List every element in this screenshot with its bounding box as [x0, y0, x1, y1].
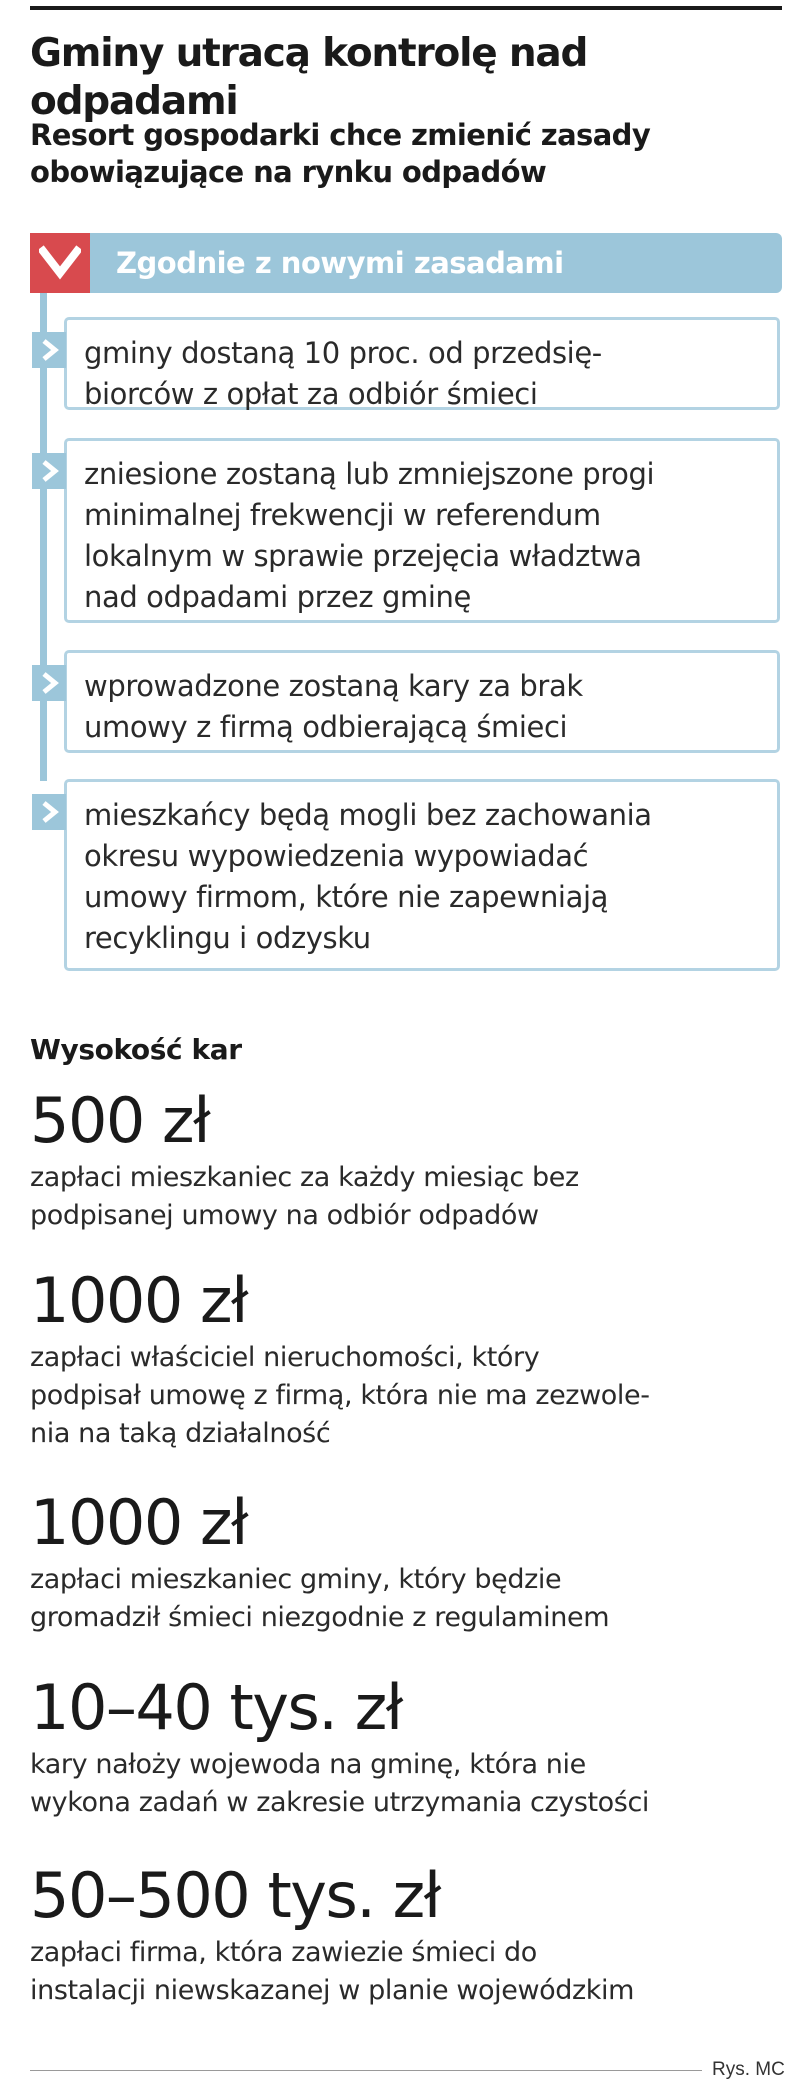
bottom-rule [30, 2070, 702, 2071]
penalty-item [30, 1487, 790, 1637]
page-title: Gminy utracą kontrolę nad odpadami [30, 31, 588, 124]
rule-text-line: gminy dostaną 10 proc. od przedsię- [84, 336, 602, 370]
rule-text-line: lokalnym w sprawie przejęcia władztwa [84, 539, 642, 573]
penalty-description [30, 1561, 790, 1637]
penalty-amount: 1000 zł [30, 1264, 248, 1337]
penalty-item [30, 1672, 790, 1822]
rule-text-line: nad odpadami przez gminę [84, 580, 471, 614]
penalty-description [30, 1159, 790, 1235]
checkmark-badge [30, 233, 90, 293]
rule-marker [32, 453, 66, 489]
penalty-item [30, 1860, 790, 2010]
new-rules-box [30, 233, 786, 993]
penalty-description-line: zapłaci mieszkaniec gminy, który będzie [30, 1564, 562, 1595]
rule-item [64, 438, 780, 623]
rule-item [64, 317, 780, 410]
rule-text-line: wprowadzone zostaną kary za brak [84, 669, 583, 703]
page-subtitle [30, 117, 750, 191]
penalty-description-line: nia na taką działalność [30, 1418, 331, 1449]
chevron-right-icon [40, 800, 60, 824]
subtitle-line: Resort gospodarki chce zmienić zasady [30, 118, 651, 152]
rule-text-line: umowy firmom, które nie zapewniają [84, 880, 608, 914]
penalty-amount: 10–40 tys. zł [30, 1671, 402, 1744]
new-rules-header-label: Zgodnie z nowymi zasadami [116, 246, 564, 280]
chevron-right-icon [40, 338, 60, 362]
penalty-description-line: kary nałoży wojewoda na gminę, która nie [30, 1749, 586, 1780]
penalty-description-line: zapłaci mieszkaniec za każdy miesiąc bez [30, 1162, 579, 1193]
penalty-amount: 500 zł [30, 1084, 210, 1157]
penalty-item [30, 1085, 790, 1235]
penalty-description [30, 1746, 790, 1822]
subtitle-line: obowiązujące na rynku odpadów [30, 155, 547, 189]
penalty-description-line: gromadził śmieci niezgodnie z regulaminem [30, 1602, 610, 1633]
rule-text-line: recyklingu i odzysku [84, 921, 371, 955]
rule-item [64, 779, 780, 971]
graphic-credit: Rys. MC [712, 2059, 785, 2080]
penalties-heading: Wysokość kar [30, 1033, 242, 1066]
penalty-description [30, 1934, 790, 2010]
new-rules-header [30, 233, 782, 293]
chevron-right-icon [40, 459, 60, 483]
penalty-description-line: wykona zadań w zakresie utrzymania czystości [30, 1787, 650, 1818]
penalty-description [30, 1339, 790, 1453]
rule-marker [32, 665, 66, 701]
penalty-description-line: zapłaci firma, która zawiezie śmieci do [30, 1937, 537, 1968]
rule-text-line: umowy z firmą odbierającą śmieci [84, 710, 568, 744]
penalty-amount: 50–500 tys. zł [30, 1859, 440, 1932]
rule-text-line: mieszkańcy będą mogli bez zachowania [84, 798, 652, 832]
rule-marker [32, 332, 66, 368]
checkmark-icon [39, 243, 81, 283]
penalty-description-line: podpisanej umowy na odbiór odpadów [30, 1200, 539, 1231]
rule-text-line: minimalnej frekwencji w referendum [84, 498, 601, 532]
rule-text-line: zniesione zostaną lub zmniejszone progi [84, 457, 655, 491]
penalty-item [30, 1265, 790, 1453]
penalty-description-line: instalacji niewskazanej w planie wojewódzkim [30, 1975, 635, 2006]
rule-text-line: okresu wypowiedzenia wypowiadać [84, 839, 589, 873]
top-rule [30, 6, 782, 10]
penalty-description-line: podpisał umowę z firmą, która nie ma zezwole- [30, 1380, 650, 1411]
rule-marker [32, 794, 66, 830]
rule-text-line: biorców z opłat za odbiór śmieci [84, 377, 538, 411]
penalty-description-line: zapłaci właściciel nieruchomości, który [30, 1342, 540, 1373]
chevron-right-icon [40, 671, 60, 695]
penalty-amount: 1000 zł [30, 1486, 248, 1559]
rule-item [64, 650, 780, 753]
